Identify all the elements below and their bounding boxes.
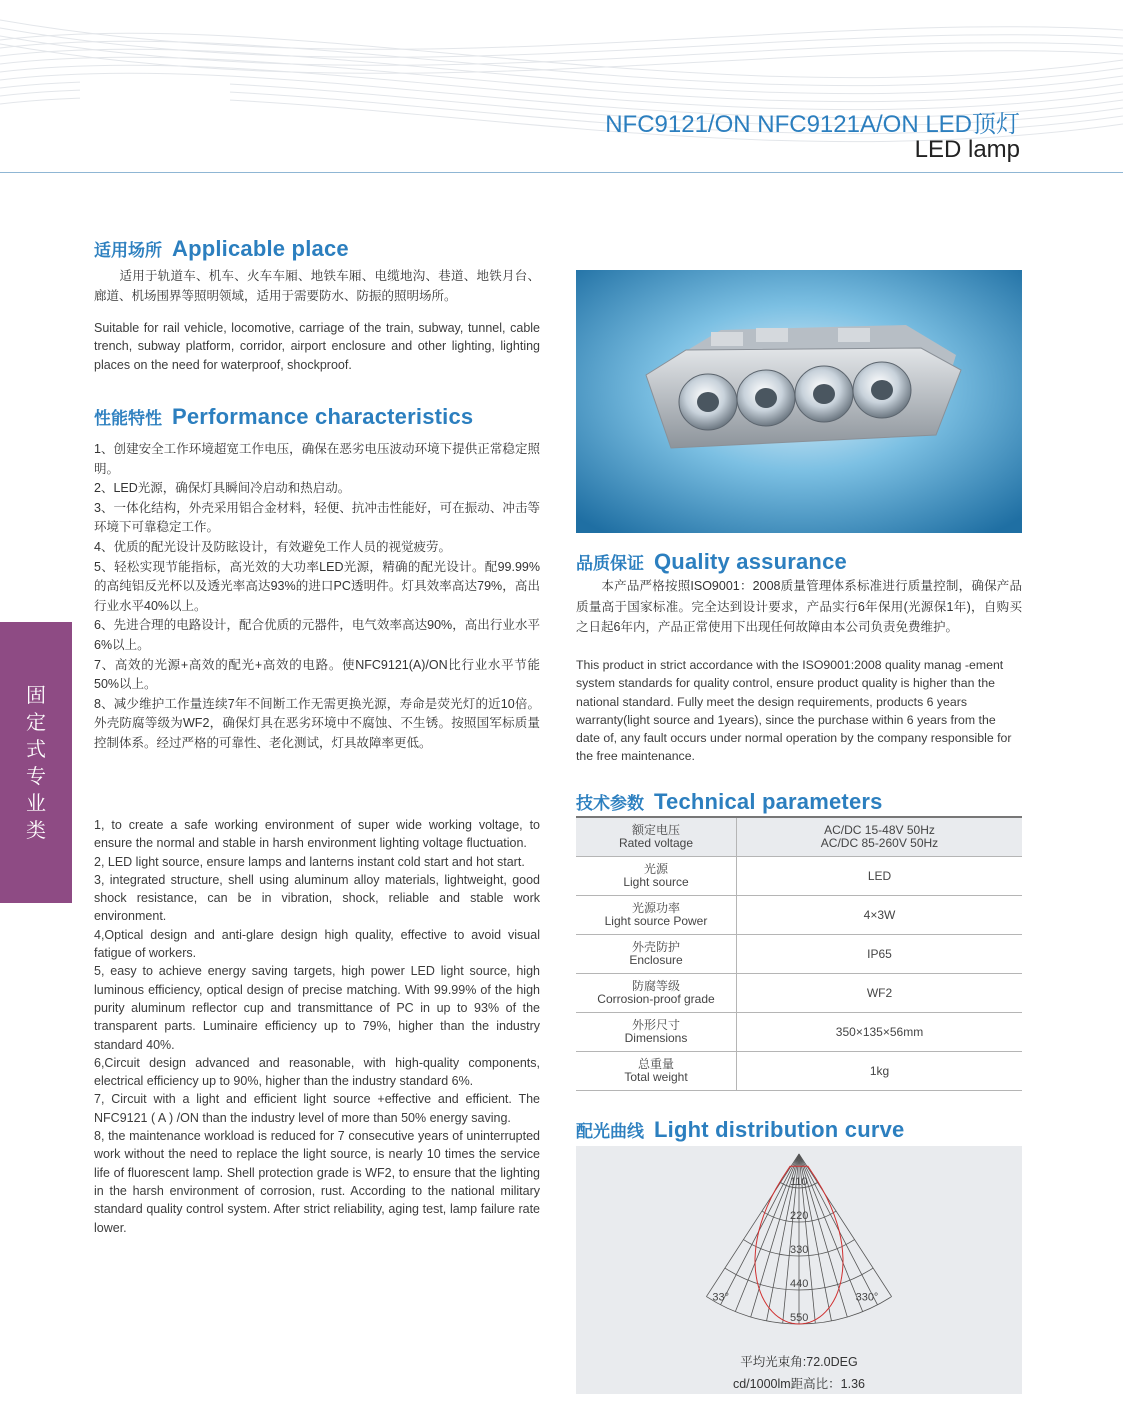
applicable-title-en: Applicable place — [172, 236, 349, 261]
quality-text-cn: 本产品严格按照ISO9001：2008质量管理体系标准进行质量控制，确保产品质量高于国家标准。完全达到设计要求，产品实行6年保用(光源保1年)，自购买之日起6年内，产品正常使用下出现任何故障由本公司负责免费维护。 — [576, 579, 1022, 634]
param-value: AC/DC 15-48V 50Hz AC/DC 85-260V 50Hz — [737, 817, 1023, 857]
param-label: 光源 Light source — [576, 857, 737, 896]
product-photo — [576, 270, 1022, 533]
spacing-ratio-text: cd/1000lm距高比：1.36 — [732, 1377, 865, 1391]
list-item: 7, Circuit with a light and efficient light source +effective and efficient. The NFC9121 ( A ) /ON than the industry level of more than 50% energy saving. — [94, 1092, 540, 1125]
table-row — [576, 974, 1022, 1013]
light-distribution-panel — [576, 1146, 1022, 1394]
ring-label: 330 — [790, 1244, 809, 1256]
page-subtitle: LED lamp — [914, 136, 1020, 163]
list-item: 4、优质的配光设计及防眩设计，有效避免工作人员的视觉疲劳。 — [94, 539, 451, 554]
list-item: 3, integrated structure, shell using aluminum alloy materials, lightweight, good shock resistance, can be in vibration, shock, reliable and stable work environment. — [94, 872, 540, 924]
table-row — [576, 1013, 1022, 1052]
list-item: 3、一体化结构，外壳采用铝合金材料，轻便、抗冲击性能好，可在振动、冲击等环境下可靠稳定工作。 — [94, 500, 540, 535]
polar-spoke — [799, 1154, 863, 1312]
param-label: 光源功率 Light source Power — [576, 896, 737, 935]
param-value: WF2 — [737, 974, 1023, 1013]
ring-label: 220 — [790, 1210, 809, 1222]
list-item: 2、LED光源，确保灯具瞬间冷启动和热启动。 — [94, 481, 351, 496]
angle-label-right: 33° — [712, 1291, 730, 1304]
quality-title-en: Quality assurance — [654, 549, 847, 574]
table-row — [576, 857, 1022, 896]
table-row — [576, 896, 1022, 935]
list-item: 5, easy to achieve energy saving targets, high power LED light source, high luminous efficiency, optical design of precise matching. With 99.99% of the high purity aluminum reflector cup and transmittance of PC in up to 93% of the transparent parts. Luminaire efficiency up to 79%, higher than the industry standard 40%. — [94, 964, 540, 1052]
list-item: 7、高效的光源+高效的配光+高效的电路。使NFC9121(A)/ON比行业水平节能50%以上。 — [94, 657, 540, 692]
table-row — [576, 1052, 1022, 1091]
ring-label: 550 — [790, 1312, 809, 1324]
list-item: 1, to create a safe working environment of super wide working voltage, to ensure the normal and stable in harsh environment lighting voltage fluctuation. — [94, 818, 540, 851]
list-item: 8、减少维护工作量连续7年不间断工作无需更换光源，寿命是荧光灯的近10倍。外壳防腐等级为WF2，确保灯具在恶劣环境中不腐蚀、不生锈。按照国军标质量控制体系。经过严格的可靠性、老化测试，灯具故障率更低。 — [94, 696, 540, 750]
param-value: 1kg — [737, 1052, 1023, 1091]
param-label: 外壳防护 Enclosure — [576, 935, 737, 974]
applicable-text-en: Suitable for rail vehicle, locomotive, carriage of the train, subway, tunnel, cable trench, subway platform, corridor, airport enclosure and other lighting, lighting places on the need for waterproof, shockproof. — [94, 321, 540, 372]
param-label: 外形尺寸 Dimensions — [576, 1013, 737, 1052]
param-label: 额定电压 Rated voltage — [576, 817, 737, 857]
list-item: 5、轻松实现节能指标，高光效的大功率LED光源，精确的配光设计。配99.99%的高纯铝反光杯以及透光率高达93%的进口PC透明件。灯具效率高达79%，高出行业水平40%以上。 — [94, 559, 540, 613]
page-title: NFC9121/ON NFC9121A/ON LED顶灯 — [605, 111, 1020, 138]
technical-title-cn: 技术参数 — [576, 794, 644, 813]
performance-list-en — [94, 816, 540, 1237]
param-value: LED — [737, 857, 1023, 896]
curve-section-title — [576, 1117, 904, 1143]
header-divider — [0, 172, 1123, 173]
ring-label: 110 — [790, 1176, 808, 1188]
list-item: 6,Circuit design advanced and reasonable, with high-quality components, electrical efficiency up to 90%, higher than the industry standard 6%. — [94, 1055, 540, 1089]
list-item: 2, LED light source, ensure lamps and lanterns instant cold start and hot start. — [94, 854, 525, 869]
list-item: 6、先进合理的电路设计，配合优质的元器件，电气效率高达90%，高出行业水平6%以上。 — [94, 618, 540, 652]
angle-label-left: 330° — [855, 1291, 879, 1304]
technical-section-title — [576, 789, 883, 815]
technical-title-en: Technical parameters — [654, 789, 883, 814]
list-item: 8, the maintenance workload is reduced for 7 consecutive years of uninterrupted work without the need to replace the light source, is nearly 10 times the service life of fluorescent lamp. Shell protection grade is WF2, to ensure that the lighting in the harsh environment of corrosion, rust. According to the national military standard quality control system. After strict reliability, aging test, lamp failure rate lower. — [94, 1129, 540, 1235]
table-row — [576, 817, 1022, 857]
param-value: 350×135×56mm — [737, 1013, 1023, 1052]
category-side-tab — [0, 622, 72, 903]
applicable-text-cn: 适用于轨道车、机车、火车车厢、地铁车厢、电缆地沟、巷道、地铁月台、廊道、机场围界等照明领域，适用于需要防水、防振的照明场所。 — [94, 269, 540, 303]
beam-angle-text: 平均光束角:72.0DEG — [740, 1355, 858, 1369]
performance-list-cn — [94, 440, 540, 754]
param-value: 4×3W — [737, 896, 1023, 935]
performance-title-cn: 性能特性 — [94, 409, 162, 428]
technical-parameters-table — [576, 816, 1022, 1091]
performance-title-en: Performance characteristics — [172, 404, 474, 429]
list-item: 4,Optical design and anti-glare design high quality, effective to avoid visual fatigue of workers. — [94, 927, 540, 961]
curve-title-en: Light distribution curve — [654, 1117, 905, 1142]
quality-text-en: This product in strict accordance with the ISO9001:2008 quality manag -ement system standards for quality control, ensure product quality is higher than the national standard. Fully meet the design requirements, products 6 years warranty(light source and 1years), since the purchase within 6 years from the date of, any fault occurs under normal operation by the company responsible for the free maintenance. — [576, 658, 1012, 764]
curve-title-cn: 配光曲线 — [576, 1122, 644, 1141]
quality-title-cn: 品质保证 — [576, 554, 644, 573]
table-row — [576, 935, 1022, 974]
param-label: 总重量 Total weight — [576, 1052, 737, 1091]
param-label: 防腐等级 Corrosion-proof grade — [576, 974, 737, 1013]
category-label: 固 定 式 专 业 类 — [26, 683, 46, 842]
quality-section-title — [576, 549, 847, 575]
applicable-title-cn: 适用场所 — [94, 241, 162, 260]
param-value: IP65 — [737, 935, 1023, 974]
performance-section-title — [94, 404, 473, 430]
applicable-section-title — [94, 236, 349, 262]
list-item: 1、创建安全工作环境超宽工作电压，确保在恶劣电压波动环境下提供正常稳定照明。 — [94, 442, 540, 476]
ring-label: 440 — [790, 1278, 809, 1290]
